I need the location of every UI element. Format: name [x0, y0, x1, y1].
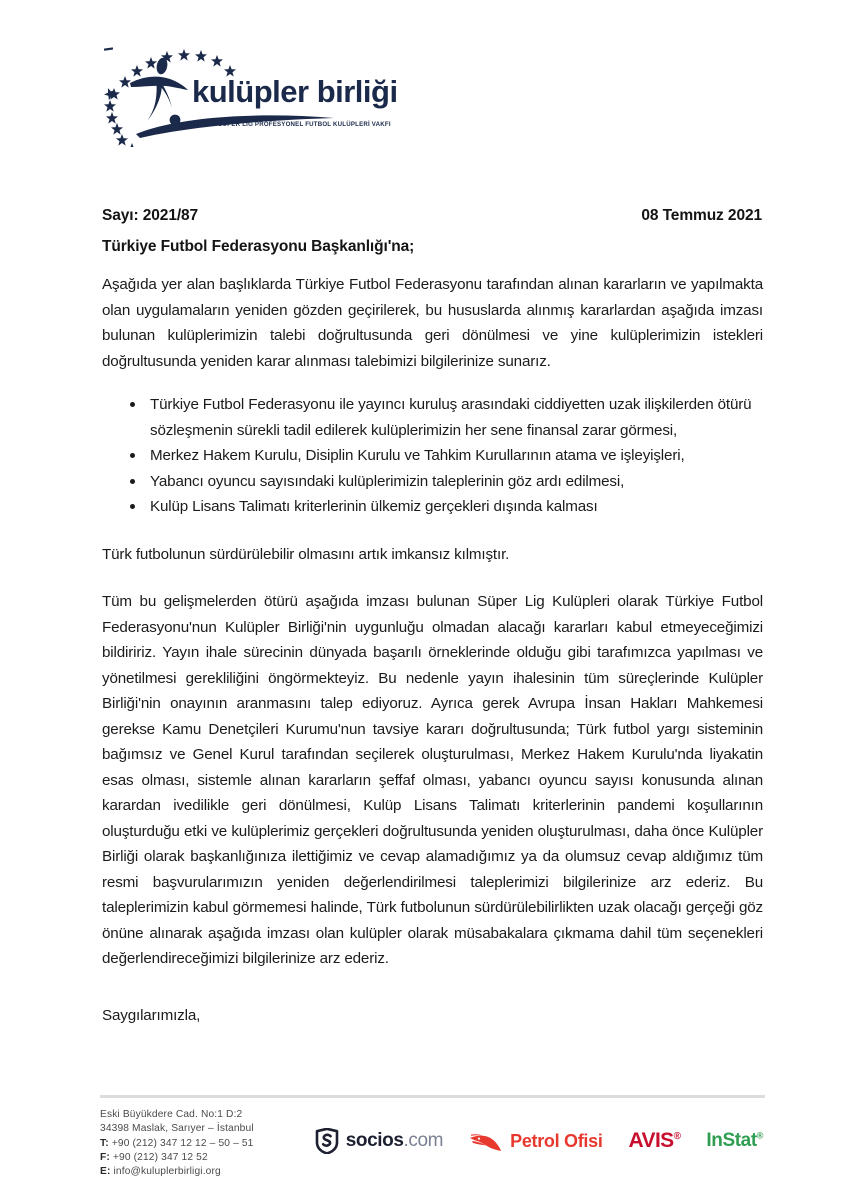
svg-text:TÜRKİYE SÜPER LİG PROFESYONEL: TÜRKİYE SÜPER LİG PROFESYONEL FUTBOL KULÜPLERİ VAKFI: [188, 121, 391, 128]
socios-wordmark: [346, 1130, 443, 1152]
sponsor-socios: [315, 1128, 443, 1154]
instat-wordmark: [706, 1130, 763, 1152]
letter-body: [102, 272, 763, 1043]
list-item: Kulüp Lisans Talimatı kriterlerinin ülkemiz gerçekleri dışında kalması: [150, 494, 763, 520]
list-item: Merkez Hakem Kurulu, Disiplin Kurulu ve Tahkim Kurullarının atama ve işleyişleri,: [150, 443, 763, 469]
contact-address: [100, 1106, 254, 1179]
statement-paragraph: Türk futbolunun sürdürülebilir olmasını artık imkansız kılmıştır.: [102, 545, 510, 563]
intro-paragraph: Aşağıda yer alan başlıklarda Türkiye Futbol Federasyonu tarafından alınan kararların ve yapılmakta olan uygulamaların yeniden gözden geçirilerek, bu hususlarda alınmış kararlardan aşağıda imzası bulunan kulüplerimizin talebi doğrultusunda geri dönülmesi ve yine kulüplerimizin istekleri doğrultusunda yeniden karar alınması talebimizi bilgilerinize sunarız.: [102, 276, 763, 370]
phone-row: [100, 1137, 254, 1151]
spacer: [102, 520, 763, 542]
closing-line: Saygılarımızla,: [102, 1006, 201, 1024]
salutation: Türkiye Futbol Federasyonu Başkanlığı'na;: [102, 238, 415, 255]
kulupler-birligi-logo-icon: [100, 42, 400, 147]
fax-row: [100, 1151, 254, 1165]
email-value: info@kuluplerbirligi.org: [113, 1166, 221, 1178]
instat-registered-mark: ®: [756, 1130, 763, 1141]
sponsor-petrol-ofisi: [469, 1130, 602, 1152]
sponsor-instat: [706, 1130, 763, 1152]
petrol-ofisi-wordmark: Petrol Ofisi: [510, 1130, 603, 1151]
avis-registered-mark: ®: [673, 1131, 681, 1142]
sponsor-avis: [629, 1129, 681, 1153]
list-item: Yabancı oyuncu sayısındaki kulüplerimizin taleplerinin göz ardı edilmesi,: [150, 469, 763, 495]
phone-value: +90 (212) 347 12 12 – 50 – 51: [111, 1137, 254, 1149]
instat-main: InStat: [706, 1130, 757, 1151]
socios-main: socios: [345, 1130, 404, 1151]
document-date: 08 Temmuz 2021: [641, 207, 762, 224]
avis-wordmark: [629, 1129, 681, 1153]
sponsor-logos: [315, 1106, 765, 1154]
document-meta-row: [102, 207, 762, 225]
avis-main: AVIS: [628, 1129, 674, 1152]
page-footer: [100, 1106, 765, 1192]
svg-text:kulüpler birliği: kulüpler birliği: [192, 74, 398, 109]
socios-dim: .com: [403, 1130, 444, 1151]
email-row: [100, 1165, 254, 1179]
footer-divider: [100, 1095, 765, 1098]
fax-value: +90 (212) 347 12 52: [112, 1151, 208, 1163]
reference-number: Sayı: 2021/87: [102, 207, 199, 224]
main-paragraph: Tüm bu gelişmelerden ötürü aşağıda imzası bulunan Süper Lig Kulüpleri olarak Türkiye Futbol Federasyonu'nun Kulüpler Birliği'nin uygunluğu olmadan alacağı kararları kabul etmeyeceğimizi bildiririz. Yayın ihale sürecinin dünyada başarılı örneklerinde olduğu gibi tarafımızca yapılması ve yönetilmesi gerekliliğini öngörmekteyiz. Bu nedenle yayın ihalesinin tüm süreçlerinde Kulüpler Birliği'nin onayının aranmasını talep ediyoruz. Ayrıca gerek Avrupa İnsan Hakları Mahkemesi gerekse Kamu Denetçileri Kurumu'nun tavsiye kararı doğrultusunda; Türk futbol yargı sisteminin bağımsız ve Genel Kurul tarafından seçilerek oluşturulması, Merkez Hakem Kurulu'nda liyakatin esas olması, sistemle alınan kararların şeffaf olması, yabancı oyuncu sayısı konusunda alınan karardan ivedilikle geri dönülmesi, Kulüp Lisans Talimatı kriterlerinin pandemi koşullarının oluşturduğu etki ve kulüplerimiz gerçekleri doğrultusunda yeniden oluşturulması, daha önce Kulüpler Birliği olarak başkanlığınıza ilettiğimiz ve cevap alamadığımız ya da olumsuz cevap aldığımız tüm resmi başvurularımızın yeniden değerlendirilmesi taleplerimizi bilgilerinize arz ederiz. Bu taleplerimizin kabul görmemesi halinde, Türk futbolunun sürdürülebilirlikten uzak olacağı gerçeği göz önüne alınarak aşağıda imzası olan kulüpler olarak müsabakalara çıkmama dahil tüm seçenekleri değerlendireceğimizi bilgilerinize arz ederiz.: [102, 593, 763, 967]
address-line-1: Eski Büyükdere Cad. No:1 D:2: [100, 1109, 243, 1120]
address-line-2: 34398 Maslak, Sarıyer – İstanbul: [100, 1123, 254, 1135]
logo-wrap: [100, 42, 400, 147]
spacer: [102, 567, 763, 589]
list-item: Türkiye Futbol Federasyonu ile yayıncı kuruluş arasındaki ciddiyetten uzak ilişkilerden ötürü sözleşmenin sürekli tadil edilerek kulüplerimizin her sene finansal zarar görmesi,: [150, 392, 763, 443]
email-label: E:: [100, 1166, 111, 1178]
spacer: [102, 972, 763, 988]
fax-label: F:: [100, 1151, 110, 1163]
petrol-ofisi-leopard-icon: [469, 1130, 503, 1152]
phone-label: T:: [100, 1137, 109, 1149]
socios-shield-icon: [315, 1128, 339, 1154]
letterhead-logo: [100, 42, 400, 147]
demands-list: [102, 392, 763, 520]
